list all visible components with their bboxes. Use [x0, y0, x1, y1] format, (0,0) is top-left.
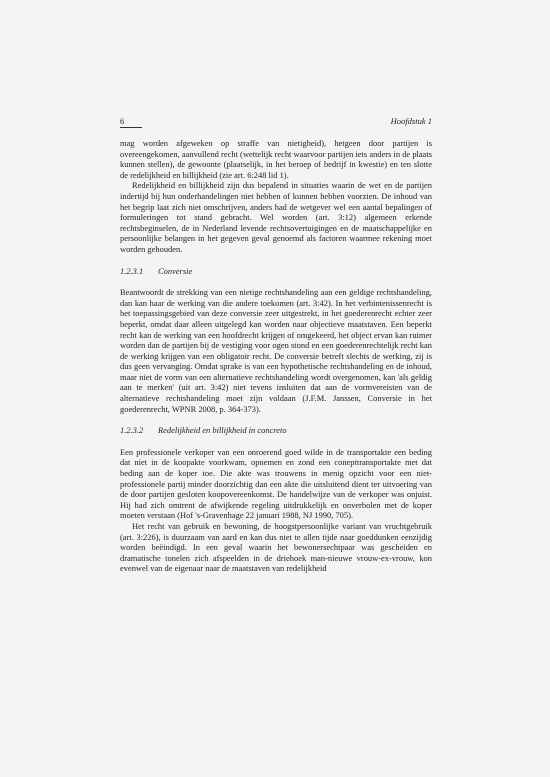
section-heading-conversie	[120, 266, 432, 277]
paragraph: Redelijkheid en billijkheid zijn dus bepalend in situaties waarin de wet en de partijen indertijd bij hun onderhandelingen niet hebben of kunnen hebben voorzien. De inhoud van het begrip laat zich niet omschrijven, anders had de wetgever wel een aantal bepalingen of formuleringen tot stand gebracht. Wel worden (art. 3:12) algemeen erkende rechtsbeginselen, de in Nederland levende rechtsovertuigingen en de maatschappelijke en persoonlijke belangen in het gegeven geval genoemd als factoren waarmee rekening moet worden gehouden.	[120, 180, 432, 254]
running-head: Hoofdstuk 1	[390, 116, 432, 126]
section-title: Conversie	[158, 265, 193, 276]
paragraph: Beantwoordt de strekking van een nietige rechtshandeling aan een geldige rechtshandeling, dan kan haar de werking van die andere toekomen (art. 3:42). In het verbintenissenrecht is het toepassingsgebied van deze conversie zeer uitgestrekt, in het goederenrecht echter zeer beperkt, omdat daar alleen uitgelegd kan worden naar objectieve maatstaven. Een beperkt recht kan de werking van een hoofdrecht krijgen of omgekeerd, het object ervan kan ruimer worden dan de partijen bij de vestiging voor ogen stond en een goederenrechtelijk recht kan de werking krijgen van een obligatoir recht. De conversie betreft slechts de werking, zij is dus geen vervanging. Omdat sprake is van een hypothetische rechtshandeling en de inhoud, maar niet de vorm van een alternatieve rechtshandeling wordt overgenomen, kan 'als geldig aan te merken' (uit art. 3:42) niet tevens insluiten dat aan de vormvereisten van de alternatieve rechtshandeling moet zijn voldaan (J.F.M. Janssen, Conversie in het goederenrecht, WPNR 2008, p. 364-373).	[120, 287, 432, 414]
section-title: Redelijkheid en billijkheid in concreto	[158, 425, 287, 436]
paragraph: Het recht van gebruik en bewoning, de hoogstpersoonlijke variant van vruchtgebruik (art. 3:226), is duurzaam van aard en kan dus niet te allen tijde naar goeddunken eenzijdig worden beëindigd. In een geval waarin het bewonersechtpaar was gescheiden en dramatische tonelen zich afspeelden in de driehoek man-nieuwe vrouw-ex-vrouw, kon evenwel van de eigenaar naar de maatstaven van redelijkheid	[120, 521, 432, 574]
page-number-rule	[120, 127, 142, 128]
paragraph: Een professionele verkoper van een onroerend goed wilde in de transportakte een beding dat niet in de koopakte voorkwam, opnemen en zond een conepttransportakte met dat beding aan de koper toe. Die akte was trouwens in menig opzicht voor een niet-professionele partij minder doorzichtig dan een akte die uitsluitend dient ter uitvoering van de door partijen gesloten koopovereenkomst. De handelwijze van de verkoper was onjuist. Hij had zich omtrent de afwijkende regeling uitdrukkelijk en onverbolen met de koper moeten verstaan (Hof 's-Gravenhage 22 januari 1988, NJ 1990, 705).	[120, 446, 432, 521]
section-number: 1.2.3.1	[120, 265, 144, 276]
section-number: 1.2.3.2	[120, 425, 144, 436]
paragraph: mag worden afgeweken op straffe van nietigheid), hetgeen door partijen is overeengekomen, aanvullend recht (wettelijk recht waarvoor partijen iets anders in de plaats kunnen stellen), de gewoonte (plaatselijk, in het beroep of bedrijf in kwestie) en ten slotte de redelijkheid en billijkheid (zie art. 6:248 lid 1).	[120, 138, 432, 180]
page-number: 6	[120, 116, 125, 126]
body-text	[120, 138, 432, 574]
page-header	[120, 116, 432, 132]
section-heading-redelijkheid	[120, 425, 432, 436]
